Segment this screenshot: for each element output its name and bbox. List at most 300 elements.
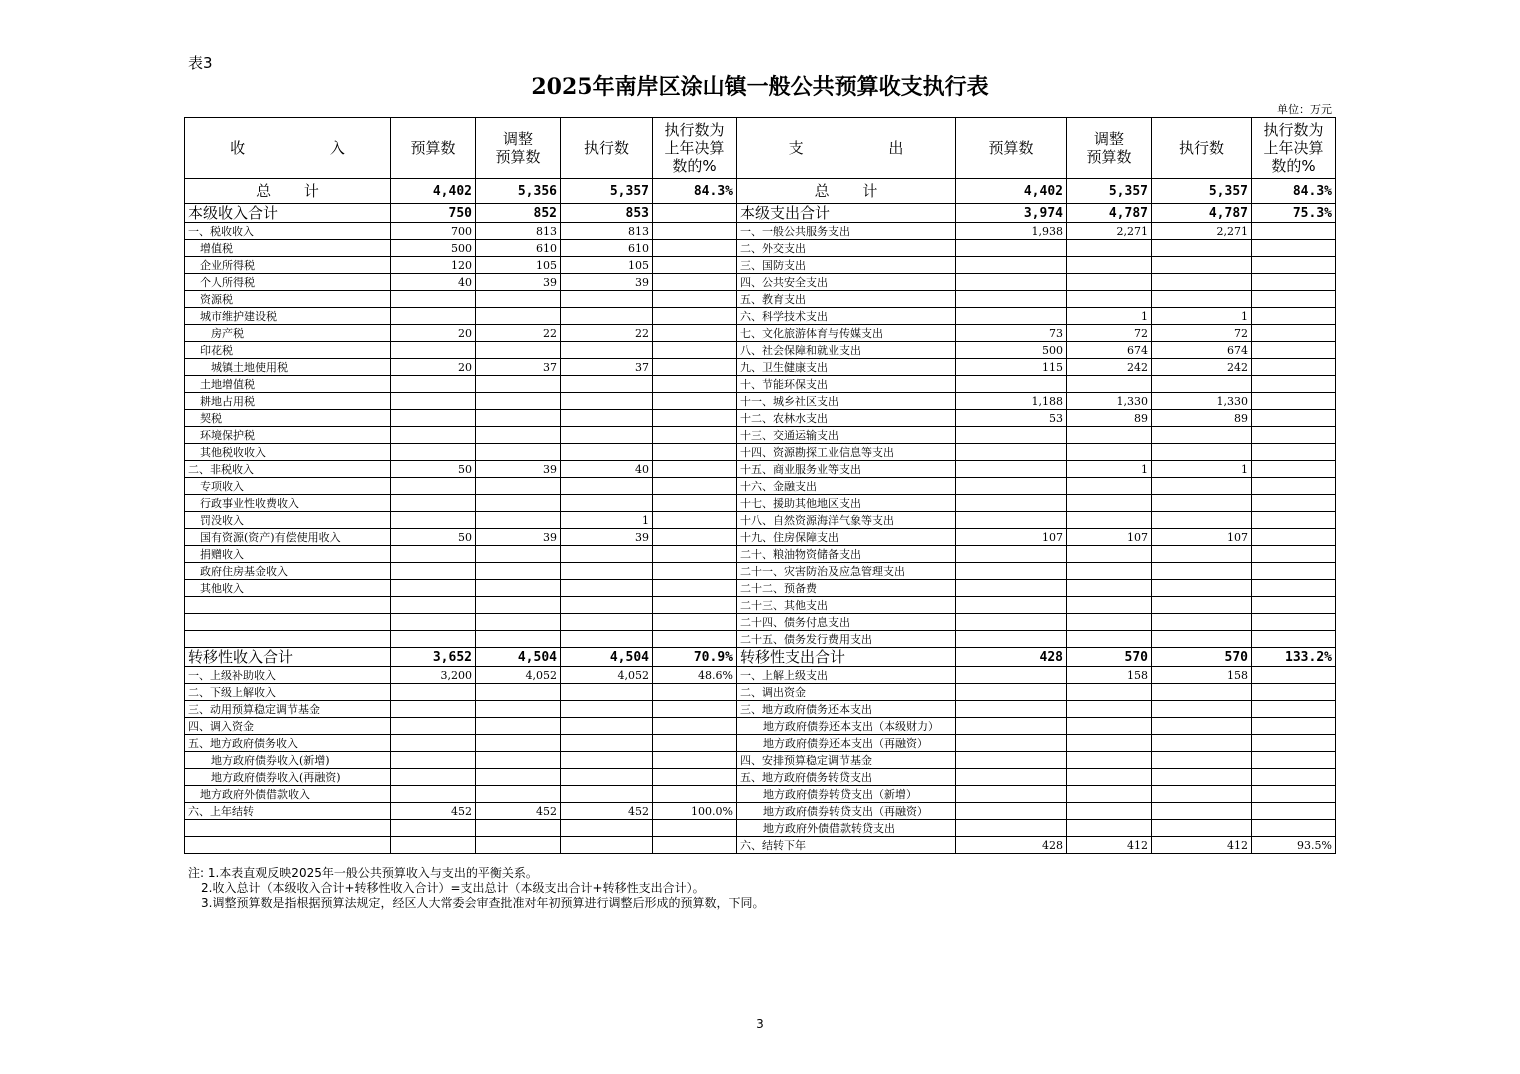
income-value [476,614,561,631]
income-value [653,325,737,342]
income-item: 五、地方政府债务收入 [185,735,391,752]
expense-value [956,444,1067,461]
expense-value [1067,427,1152,444]
header-budget-expense: 预算数 [956,118,1067,179]
income-value [561,684,653,701]
income-value: 105 [561,257,653,274]
table-row [185,342,1336,359]
income-item [185,837,391,854]
expense-value: 89 [1067,410,1152,427]
income-item: 其他收入 [185,580,391,597]
expense-value [1252,342,1336,359]
total-income-ratio: 84.3% [653,179,737,204]
expense-value [1152,427,1252,444]
income-value [653,274,737,291]
table-row [185,837,1336,854]
expense-value [1152,786,1252,803]
table-row [185,257,1336,274]
notes [188,866,764,911]
income-value [391,786,476,803]
income-value [653,769,737,786]
expense-value [1252,614,1336,631]
income-value [561,308,653,325]
expense-value [1152,803,1252,820]
income-item: 捐赠收入 [185,546,391,563]
expense-value [1252,769,1336,786]
expense-value [956,257,1067,274]
expense-value [1152,495,1252,512]
table-row [185,512,1336,529]
income-item: 行政事业性收费收入 [185,495,391,512]
income-value [653,512,737,529]
header-row [185,118,1336,179]
expense-value [1152,291,1252,308]
income-value [391,701,476,718]
expense-item: 十三、交通运输支出 [737,427,956,444]
income-value [476,718,561,735]
expense-value [1067,376,1152,393]
table-row [185,597,1336,614]
income-value [561,563,653,580]
expense-value [1067,684,1152,701]
total-expense-label: 总 计 [737,179,956,204]
page-number: 3 [756,1017,764,1031]
income-value [391,478,476,495]
expense-value [1252,461,1336,478]
income-value [391,752,476,769]
income-value [561,769,653,786]
expense-value [1067,563,1152,580]
expense-item: 七、文化旅游体育与传媒支出 [737,325,956,342]
table-label: 表3 [188,54,213,72]
expense-value: 428 [956,837,1067,854]
expense-item: 二十二、预备费 [737,580,956,597]
income-value: 39 [476,274,561,291]
expense-value [1252,786,1336,803]
expense-value [1152,614,1252,631]
income-value [391,512,476,529]
income-value [476,752,561,769]
income-value [653,718,737,735]
local-subtotal-row [185,204,1336,223]
table-row [185,427,1336,444]
local-income-label: 本级收入合计 [185,204,391,223]
expense-value [1067,478,1152,495]
income-value [391,546,476,563]
income-value [561,495,653,512]
income-value: 50 [391,529,476,546]
income-value [391,580,476,597]
expense-value [1252,359,1336,376]
income-value [476,837,561,854]
expense-value [1252,274,1336,291]
transfer-expense-value: 570 [1067,648,1152,667]
transfer-expense-value: 570 [1152,648,1252,667]
income-value [391,735,476,752]
expense-value [956,308,1067,325]
expense-value [1252,701,1336,718]
income-value [653,461,737,478]
table-row [185,546,1336,563]
income-value: 813 [561,223,653,240]
expense-item: 十一、城乡社区支出 [737,393,956,410]
local-expense-value: 75.3% [1252,204,1336,223]
income-value [391,820,476,837]
income-value: 48.6% [653,667,737,684]
expense-value [1067,444,1152,461]
expense-value [1252,393,1336,410]
income-value [476,684,561,701]
expense-item: 十五、商业服务业等支出 [737,461,956,478]
expense-value: 107 [1152,529,1252,546]
income-value [561,735,653,752]
expense-value: 242 [1152,359,1252,376]
income-value [561,444,653,461]
income-item: 地方政府外债借款收入 [185,786,391,803]
expense-value [956,563,1067,580]
income-value [653,478,737,495]
expense-value [1252,478,1336,495]
expense-value [1252,718,1336,735]
income-value [476,478,561,495]
expense-value: 412 [1067,837,1152,854]
income-value [476,444,561,461]
income-value: 452 [476,803,561,820]
expense-value [1152,376,1252,393]
expense-value [1067,803,1152,820]
expense-value [1252,631,1336,648]
income-value: 610 [476,240,561,257]
income-value [391,631,476,648]
expense-item: 三、国防支出 [737,257,956,274]
note-1: 注: 1.本表直观反映2025年一般公共预算收入与支出的平衡关系。 [188,866,538,880]
expense-value [1252,684,1336,701]
table-row [185,291,1336,308]
table-row [185,308,1336,325]
expense-item: 地方政府债券还本支出（本级财力） [737,718,956,735]
expense-value [1067,597,1152,614]
expense-value [1152,274,1252,291]
expense-item: 二十三、其他支出 [737,597,956,614]
income-value [391,393,476,410]
total-income-budget: 4,402 [391,179,476,204]
income-value [476,597,561,614]
income-value: 50 [391,461,476,478]
table-row [185,667,1336,684]
expense-value: 1,188 [956,393,1067,410]
total-row [185,179,1336,204]
income-value [653,240,737,257]
expense-value [1152,546,1252,563]
income-item: 一、税收收入 [185,223,391,240]
expense-value [1252,240,1336,257]
income-value [653,393,737,410]
expense-value: 93.5% [1252,837,1336,854]
expense-item: 二、外交支出 [737,240,956,257]
header-executed: 执行数 [561,118,653,179]
income-value [391,427,476,444]
expense-value [1067,752,1152,769]
table-row [185,718,1336,735]
transfer-income-label: 转移性收入合计 [185,648,391,667]
expense-value: 242 [1067,359,1152,376]
income-value [561,820,653,837]
income-value [653,563,737,580]
expense-value: 412 [1152,837,1252,854]
expense-value: 72 [1152,325,1252,342]
expense-value [1252,667,1336,684]
expense-value [1067,769,1152,786]
table-row [185,529,1336,546]
expense-value [1252,529,1336,546]
expense-item: 地方政府债券转贷支出（再融资） [737,803,956,820]
table-row [185,393,1336,410]
table-row [185,223,1336,240]
header-ratio-expense: 执行数为 上年决算 数的% [1252,118,1336,179]
income-value [561,597,653,614]
income-item: 政府住房基金收入 [185,563,391,580]
expense-item: 二、调出资金 [737,684,956,701]
expense-value [1252,752,1336,769]
note-3: 3.调整预算数是指根据预算法规定，经区人大常委会审查批准对年初预算进行调整后形成的预算数，下同。 [201,896,765,910]
income-item: 二、下级上解收入 [185,684,391,701]
expense-value [956,718,1067,735]
transfer-income-value: 3,652 [391,648,476,667]
expense-item: 六、结转下年 [737,837,956,854]
expense-item: 五、教育支出 [737,291,956,308]
expense-item: 六、科学技术支出 [737,308,956,325]
expense-item: 九、卫生健康支出 [737,359,956,376]
expense-value: 1 [1152,308,1252,325]
expense-value [1152,240,1252,257]
income-value [476,376,561,393]
local-income-value: 852 [476,204,561,223]
income-value [653,546,737,563]
expense-value [1152,684,1252,701]
table-row [185,769,1336,786]
income-value: 4,052 [561,667,653,684]
income-item: 一、上级补助收入 [185,667,391,684]
expense-value [956,478,1067,495]
expense-value [1252,291,1336,308]
expense-value [956,786,1067,803]
income-value [653,444,737,461]
income-value: 1 [561,512,653,529]
income-value [653,308,737,325]
expense-item: 二十五、债务发行费用支出 [737,631,956,648]
income-value [653,684,737,701]
expense-value [1067,718,1152,735]
total-expense-ratio: 84.3% [1252,179,1336,204]
expense-value: 1 [1067,308,1152,325]
income-value [391,563,476,580]
income-value [391,837,476,854]
total-expense-budget: 4,402 [956,179,1067,204]
income-value [476,631,561,648]
income-item: 其他税收收入 [185,444,391,461]
income-value [561,786,653,803]
transfer-income-value: 4,504 [561,648,653,667]
income-value [561,546,653,563]
expense-value [1067,820,1152,837]
income-item: 地方政府债券收入(再融资) [185,769,391,786]
income-item: 城市维护建设税 [185,308,391,325]
income-value [653,410,737,427]
expense-value [1252,735,1336,752]
expense-value [1152,597,1252,614]
income-value [561,752,653,769]
expense-value [956,427,1067,444]
expense-value [956,752,1067,769]
income-value [653,257,737,274]
income-value [653,291,737,308]
header-adjusted-expense: 调整 预算数 [1067,118,1152,179]
expense-value [1252,563,1336,580]
expense-value: 158 [1067,667,1152,684]
note-2: 2.收入总计（本级收入合计+转移性收入合计）=支出总计（本级支出合计+转移性支出合计）。 [201,881,705,895]
expense-value [1252,444,1336,461]
expense-value [1152,478,1252,495]
income-item: 个人所得税 [185,274,391,291]
expense-value [1152,444,1252,461]
income-item: 城镇土地使用税 [185,359,391,376]
expense-value: 674 [1152,342,1252,359]
table-body [185,179,1336,854]
expense-value [956,376,1067,393]
income-value [476,769,561,786]
expense-value [956,820,1067,837]
expense-value [1252,803,1336,820]
expense-value [956,495,1067,512]
expense-item: 十、节能环保支出 [737,376,956,393]
expense-item: 八、社会保障和就业支出 [737,342,956,359]
expense-item: 十八、自然资源海洋气象等支出 [737,512,956,529]
income-value [561,580,653,597]
income-item: 耕地占用税 [185,393,391,410]
transfer-expense-label: 转移性支出合计 [737,648,956,667]
income-value [653,820,737,837]
expense-value [1252,308,1336,325]
expense-value: 158 [1152,667,1252,684]
expense-value [956,631,1067,648]
income-value: 120 [391,257,476,274]
income-value: 100.0% [653,803,737,820]
income-item: 三、动用预算稳定调节基金 [185,701,391,718]
income-value: 39 [476,529,561,546]
expense-value [956,240,1067,257]
income-item: 罚没收入 [185,512,391,529]
expense-value [956,667,1067,684]
income-value [391,376,476,393]
table-row [185,444,1336,461]
income-value [653,786,737,803]
table-row [185,495,1336,512]
income-value [653,359,737,376]
income-value [476,410,561,427]
income-value [476,342,561,359]
expense-item: 五、地方政府债务转贷支出 [737,769,956,786]
local-expense-value: 4,787 [1067,204,1152,223]
expense-value [1067,257,1152,274]
transfer-expense-value: 428 [956,648,1067,667]
expense-item: 十九、住房保障支出 [737,529,956,546]
income-value [476,820,561,837]
expense-value [1067,546,1152,563]
expense-value [1152,257,1252,274]
expense-item: 十七、援助其他地区支出 [737,495,956,512]
expense-item: 一、上解上级支出 [737,667,956,684]
table-row [185,580,1336,597]
expense-value: 1,938 [956,223,1067,240]
table-row [185,359,1336,376]
income-item: 六、上年结转 [185,803,391,820]
income-value [653,614,737,631]
income-value [391,308,476,325]
income-item: 企业所得税 [185,257,391,274]
expense-value: 1,330 [1152,393,1252,410]
expense-value [1067,240,1152,257]
income-value: 700 [391,223,476,240]
expense-value [1252,257,1336,274]
table-row [185,325,1336,342]
income-value [561,410,653,427]
income-value [561,631,653,648]
expense-value [956,546,1067,563]
local-expense-value: 4,787 [1152,204,1252,223]
income-value [476,580,561,597]
income-value: 39 [561,274,653,291]
income-value: 452 [391,803,476,820]
expense-item: 十二、农林水支出 [737,410,956,427]
expense-item: 地方政府债券转贷支出（新增） [737,786,956,803]
expense-value [956,291,1067,308]
income-item [185,631,391,648]
income-item: 四、调入资金 [185,718,391,735]
income-item: 印花税 [185,342,391,359]
income-value: 37 [476,359,561,376]
income-item [185,597,391,614]
table-row [185,684,1336,701]
expense-value [1067,291,1152,308]
local-income-value: 853 [561,204,653,223]
expense-value [956,614,1067,631]
income-item: 环境保护税 [185,427,391,444]
expense-value [956,701,1067,718]
income-value [391,614,476,631]
income-value [476,512,561,529]
table-row [185,478,1336,495]
transfer-income-value: 4,504 [476,648,561,667]
total-income-label: 总 计 [185,179,391,204]
expense-value [1067,512,1152,529]
table-row [185,240,1336,257]
expense-value: 2,271 [1152,223,1252,240]
income-value [653,376,737,393]
expense-value [956,803,1067,820]
income-value [391,410,476,427]
income-value [653,837,737,854]
header-executed-expense: 执行数 [1152,118,1252,179]
income-value [653,597,737,614]
expense-value [1252,512,1336,529]
income-item: 国有资源(资产)有偿使用收入 [185,529,391,546]
expense-value: 1 [1067,461,1152,478]
expense-value [1067,495,1152,512]
expense-value: 2,271 [1067,223,1152,240]
expense-value [1067,614,1152,631]
income-value [561,478,653,495]
expense-value [956,735,1067,752]
